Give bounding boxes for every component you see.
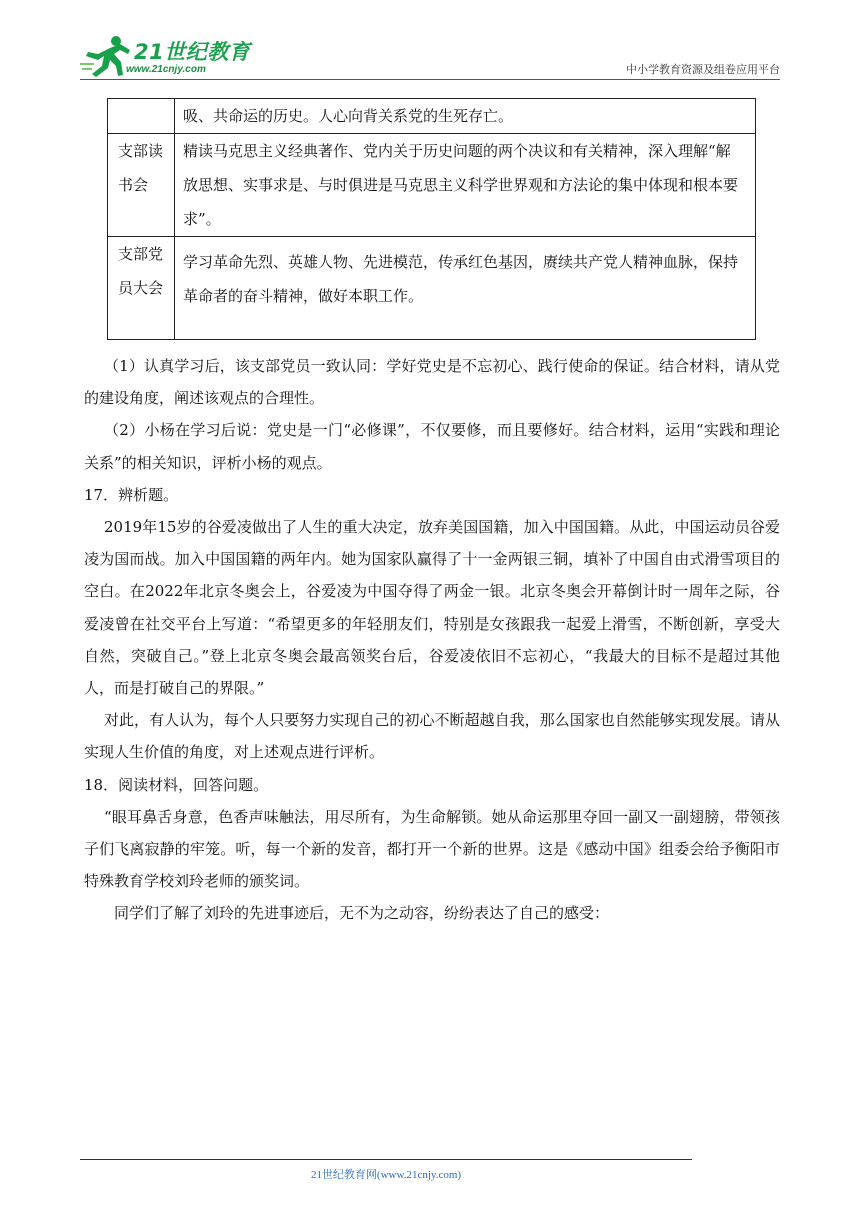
question-16-2: （2）小杨在学习后说：党史是一门“必修课”，不仅要修，而且要修好。结合材料，运用“实践和理论关系”的相关知识，评析小杨的观点。: [84, 421, 780, 472]
site-logo[interactable]: [80, 30, 260, 80]
question-17-title: 17．辨析题。: [84, 485, 179, 504]
header-divider: [80, 79, 780, 80]
runner-logo-icon: [80, 34, 132, 78]
question-17-prompt: 对此，有人认为，每个人只要努力实现自己的初心不断超越自我，那么国家也自然能够实现发展。请从实现人生价值的角度，对上述观点进行评析。: [84, 711, 780, 762]
table-row: [108, 237, 756, 340]
question-body: [84, 350, 780, 930]
table-content-cell: 学习革命先烈、英雄人物、先进模范，传承红色基因，赓续共产党人精神血脉，保持革命者的奋斗精神，做好本职工作。: [175, 237, 756, 340]
footer-divider: [80, 1159, 692, 1160]
study-plan-table: [107, 98, 756, 340]
header-platform-text: 中小学教育资源及组卷应用平台: [626, 63, 780, 76]
question-18-prompt: 同学们了解了刘玲的先进事迹后，无不为之动容，纷纷表达了自己的感受：: [114, 904, 610, 923]
table-row: [108, 99, 756, 134]
table-content-cell: 精读马克思主义经典著作、党内关于历史问题的两个决议和有关精神，深入理解“解放思想、实事求是、与时俱进是马克思主义科学世界观和方法论的集中体现和根本要求”。: [175, 134, 756, 237]
question-18-title: 18．阅读材料，回答问题。: [84, 775, 269, 794]
logo-title: 21世纪教育: [134, 40, 251, 64]
table-label-cell: [108, 99, 175, 134]
table-label-cell: 支部读书会: [108, 134, 175, 237]
logo-url: www.21cnjy.com: [126, 64, 206, 75]
table-label-cell: 支部党员大会: [108, 237, 175, 340]
table-row: [108, 134, 756, 237]
footer-link[interactable]: 21世纪教育网(www.21cnjy.com): [310, 1169, 462, 1181]
question-16-1: （1）认真学习后，该支部党员一致认同：学好党史是不忘初心、践行使命的保证。结合材料，请从党的建设角度，阐述该观点的合理性。: [84, 357, 780, 408]
question-18-material: “眼耳鼻舌身意，色香声味触法，用尽所有，为生命解锁。她从命运那里夺回一副又一副翅膀，带领孩子们飞离寂静的牢笼。听，每一个新的发音，都打开一个新的世界。这是《感动中国》组委会给予衡阳市特殊教育学校刘玲老师的颁奖词。: [84, 807, 780, 891]
table-content-cell: 吸、共命运的历史。人心向背关系党的生死存亡。: [175, 99, 756, 134]
question-17-material: 2019年15岁的谷爱凌做出了人生的重大决定，放弃美国国籍，加入中国国籍。从此，中国运动员谷爱凌为国而战。加入中国国籍的两年内。她为国家队赢得了十一金两银三铜，填补了中国自由式滑雪项目的空白。在2022年北京冬奥会上，谷爱凌为中国夺得了两金一银。北京冬奥会开幕倒计时一周年之际，谷爱凌曾在社交平台上写道：“希望更多的年轻朋友们，特别是女孩跟我一起爱上滑雪，不断创新，享受大自然，突破自己。”登上北京冬奥会最高领奖台后，谷爱凌依旧不忘初心，“我最大的目标不是超过其他人，而是打破自己的界限。”: [84, 518, 780, 698]
page-header: [80, 30, 780, 80]
